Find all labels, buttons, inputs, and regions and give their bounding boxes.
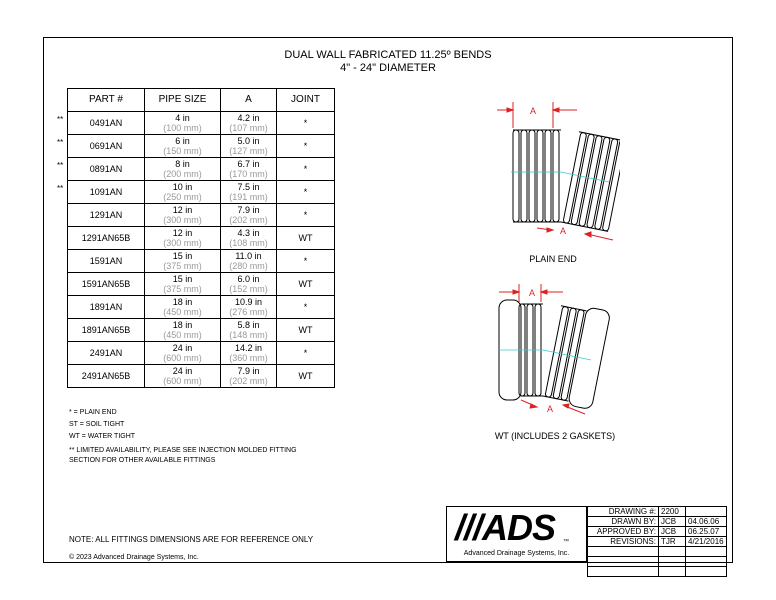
- pipe-size-mm: (200 mm): [163, 169, 202, 179]
- cell-joint: [277, 342, 335, 365]
- table-row: [68, 296, 335, 319]
- parts-table: [67, 88, 335, 388]
- part-number: 1591AN: [89, 256, 123, 266]
- caption-wt: WT (INCLUDES 2 GASKETS): [494, 431, 616, 441]
- cell-pipe-size: [145, 273, 221, 296]
- legend-limited-1: ** LIMITED AVAILABILITY, PLEASE SEE INJECTION MOLDED FITTING: [69, 447, 297, 454]
- pipe-size-in: 15 in: [172, 251, 193, 261]
- joint-type: WT: [298, 325, 313, 335]
- a-in: 7.9 in: [237, 366, 260, 376]
- a-mm: (202 mm): [229, 376, 268, 386]
- cell-a: [221, 158, 277, 181]
- pipe-size-in: 4 in: [175, 113, 190, 123]
- cell-joint: [277, 204, 335, 227]
- a-mm: (152 mm): [229, 284, 268, 294]
- limited-marker: **: [57, 138, 64, 147]
- joint-type: *: [303, 302, 308, 312]
- dim-a-wt-bottom: A: [546, 404, 554, 414]
- cell-pipe-size: [145, 181, 221, 204]
- approved-by-value: JCB: [659, 527, 686, 537]
- cell-part: [68, 112, 145, 135]
- revisions-date: 4/21/2016: [686, 537, 727, 547]
- a-in: 4.2 in: [237, 113, 260, 123]
- a-in: 11.0 in: [235, 251, 262, 261]
- cell-part: [68, 181, 145, 204]
- a-in: 5.0 in: [237, 136, 260, 146]
- a-mm: (276 mm): [229, 307, 268, 317]
- caption-plain-end: PLAIN END: [529, 254, 577, 264]
- a-in: 6.0 in: [237, 274, 260, 284]
- pipe-size-mm: (300 mm): [163, 215, 202, 225]
- revisions-value: TJR: [659, 537, 686, 547]
- joint-type: WT: [298, 279, 313, 289]
- legend-soil-tight: ST = SOIL TIGHT: [69, 421, 125, 428]
- cell-part: [68, 227, 145, 250]
- a-mm: (107 mm): [229, 123, 268, 133]
- cell-a: [221, 112, 277, 135]
- legend-limited-2: SECTION FOR OTHER AVAILABLE FITTINGS: [69, 457, 216, 464]
- table-row: [68, 273, 335, 296]
- cell-pipe-size: [145, 112, 221, 135]
- cell-part: [68, 365, 145, 388]
- limited-marker: **: [57, 161, 64, 170]
- table-row: [68, 135, 335, 158]
- dim-a-top: A: [529, 106, 537, 116]
- cell-part: [68, 158, 145, 181]
- a-in: 4.3 in: [237, 228, 260, 238]
- a-mm: (360 mm): [229, 353, 268, 363]
- cell-joint: [277, 319, 335, 342]
- cell-joint: [277, 273, 335, 296]
- joint-type: WT: [298, 233, 313, 243]
- a-mm: (170 mm): [229, 169, 268, 179]
- cell-joint: [277, 112, 335, 135]
- part-number: 1291AN: [89, 210, 123, 220]
- pipe-size-mm: (600 mm): [163, 353, 202, 363]
- header-a: A: [221, 89, 277, 112]
- cell-pipe-size: [145, 135, 221, 158]
- logo-company: Advanced Drainage Systems, Inc.: [463, 550, 570, 557]
- a-in: 5.8 in: [237, 320, 260, 330]
- header-pipe-size: PIPE SIZE: [145, 89, 221, 112]
- table-row: [68, 204, 335, 227]
- pipe-size-mm: (600 mm): [163, 376, 202, 386]
- cell-a: [221, 273, 277, 296]
- table-row: [68, 319, 335, 342]
- a-mm: (280 mm): [229, 261, 268, 271]
- part-number: 1891AN: [89, 302, 123, 312]
- drawn-by-label: DRAWN BY:: [588, 517, 659, 527]
- approved-by-label: APPROVED BY:: [588, 527, 659, 537]
- a-mm: (202 mm): [229, 215, 268, 225]
- pipe-size-mm: (100 mm): [163, 123, 202, 133]
- pipe-size-in: 24 in: [172, 343, 193, 353]
- legend-water-tight: WT = WATER TIGHT: [69, 433, 136, 440]
- a-in: 14.2 in: [234, 343, 263, 353]
- cell-joint: [277, 365, 335, 388]
- logo-slashes: ///: [455, 507, 483, 548]
- joint-type: WT: [298, 371, 313, 381]
- cell-a: [221, 342, 277, 365]
- joint-type: *: [303, 141, 308, 151]
- approved-date: 06.25.07: [686, 527, 727, 537]
- a-mm: (127 mm): [229, 146, 268, 156]
- a-in: 7.5 in: [237, 182, 260, 192]
- part-number: 1091AN: [89, 187, 123, 197]
- header-joint: JOINT: [277, 89, 335, 112]
- limited-marker: **: [57, 115, 64, 124]
- pipe-size-in: 10 in: [172, 182, 193, 192]
- cell-part: [68, 296, 145, 319]
- table-row: [68, 227, 335, 250]
- joint-type: *: [303, 348, 308, 358]
- pipe-size-mm: (250 mm): [163, 192, 202, 202]
- drawn-by-value: JCB: [659, 517, 686, 527]
- ads-logo-box: [446, 506, 587, 562]
- part-number: 2491AN65B: [81, 371, 131, 381]
- cell-a: [221, 250, 277, 273]
- table-row: [68, 250, 335, 273]
- a-mm: (191 mm): [229, 192, 268, 202]
- pipe-size-in: 18 in: [172, 320, 193, 330]
- title-line-1: DUAL WALL FABRICATED 11.25º BENDS: [284, 49, 492, 61]
- joint-type: *: [303, 118, 308, 128]
- part-number: 1891AN65B: [81, 325, 131, 335]
- cell-part: [68, 250, 145, 273]
- cell-part: [68, 342, 145, 365]
- a-mm: (108 mm): [229, 238, 268, 248]
- cell-pipe-size: [145, 204, 221, 227]
- part-number: 1291AN65B: [81, 233, 131, 243]
- title-line-2: 4" - 24" DIAMETER: [340, 62, 436, 74]
- dim-a-bottom: A: [559, 226, 567, 236]
- cell-pipe-size: [145, 342, 221, 365]
- pipe-size-in: 18 in: [172, 297, 193, 307]
- a-mm: (148 mm): [229, 330, 268, 340]
- pipe-size-mm: (300 mm): [163, 238, 202, 248]
- pipe-size-in: 6 in: [175, 136, 190, 146]
- a-in: 10.9 in: [234, 297, 263, 307]
- pipe-size-mm: (375 mm): [163, 284, 202, 294]
- joint-type: *: [303, 187, 308, 197]
- logo-mark: ADS: [482, 507, 556, 548]
- header-part: PART #: [68, 89, 145, 112]
- pipe-size-mm: (450 mm): [163, 330, 202, 340]
- drawn-date: 04.06.06: [686, 517, 727, 527]
- legend-plain-end: * = PLAIN END: [69, 409, 117, 416]
- pipe-size-mm: (150 mm): [163, 146, 202, 156]
- pipe-size-in: 12 in: [172, 228, 193, 238]
- table-row: [68, 365, 335, 388]
- a-in: 6.7 in: [237, 159, 260, 169]
- cell-joint: [277, 250, 335, 273]
- cell-a: [221, 319, 277, 342]
- part-number: 0891AN: [89, 164, 123, 174]
- cell-a: [221, 181, 277, 204]
- reference-note: NOTE: ALL FITTINGS DIMENSIONS ARE FOR REFERENCE ONLY: [69, 535, 314, 544]
- cell-a: [221, 227, 277, 250]
- cell-a: [221, 365, 277, 388]
- table-row: [68, 181, 335, 204]
- plain-end-drawing: [495, 100, 620, 245]
- cell-pipe-size: [145, 158, 221, 181]
- copyright: © 2023 Advanced Drainage Systems, Inc.: [69, 554, 199, 561]
- a-in: 7.9 in: [237, 205, 260, 215]
- logo-tm: ™: [563, 539, 569, 545]
- cell-pipe-size: [145, 250, 221, 273]
- cell-a: [221, 135, 277, 158]
- cell-pipe-size: [145, 365, 221, 388]
- cell-joint: [277, 227, 335, 250]
- cell-part: [68, 273, 145, 296]
- cell-joint: [277, 158, 335, 181]
- pipe-size-in: 12 in: [172, 205, 193, 215]
- cell-a: [221, 296, 277, 319]
- cell-part: [68, 204, 145, 227]
- revisions-label: REVISIONS:: [588, 537, 659, 547]
- cell-pipe-size: [145, 319, 221, 342]
- cell-joint: [277, 135, 335, 158]
- table-row: [68, 158, 335, 181]
- joint-type: *: [303, 256, 308, 266]
- drawing-number-label: DRAWING #:: [588, 507, 659, 517]
- cell-a: [221, 204, 277, 227]
- drawing-number-value: 2200: [659, 507, 686, 517]
- pipe-size-mm: (450 mm): [163, 307, 202, 317]
- cell-joint: [277, 296, 335, 319]
- pipe-size-in: 8 in: [175, 159, 190, 169]
- limited-marker: **: [57, 184, 64, 193]
- part-number: 1591AN65B: [81, 279, 131, 289]
- cell-pipe-size: [145, 296, 221, 319]
- part-number: 0691AN: [89, 141, 123, 151]
- title-block: [587, 506, 727, 577]
- cell-part: [68, 319, 145, 342]
- table-row: [68, 342, 335, 365]
- cell-joint: [277, 181, 335, 204]
- part-number: 2491AN: [89, 348, 123, 358]
- cell-part: [68, 135, 145, 158]
- joint-type: *: [303, 210, 308, 220]
- joint-type: *: [303, 164, 308, 174]
- pipe-size-in: 15 in: [172, 274, 193, 284]
- part-number: 0491AN: [89, 118, 123, 128]
- pipe-size-in: 24 in: [172, 366, 193, 376]
- pipe-size-mm: (375 mm): [163, 261, 202, 271]
- wt-drawing: [495, 280, 620, 420]
- cell-pipe-size: [145, 227, 221, 250]
- table-row: [68, 112, 335, 135]
- dim-a-wt-top: A: [528, 288, 536, 298]
